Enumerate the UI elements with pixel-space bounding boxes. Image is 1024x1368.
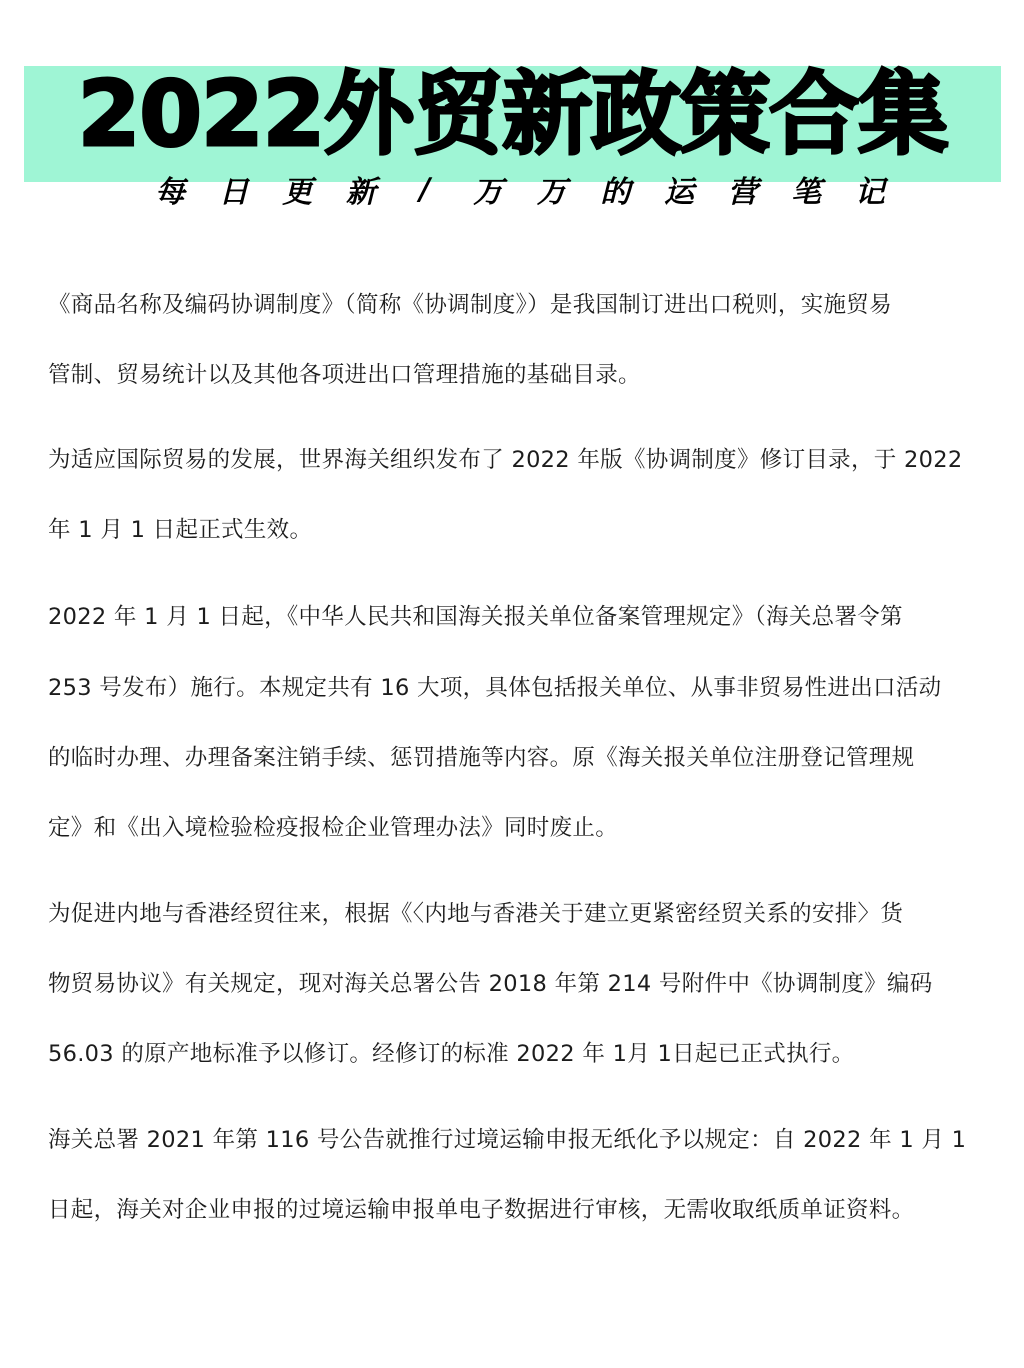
paragraph-line: 年 1 月 1 日起正式生效。 xyxy=(48,517,313,543)
paragraph-line: 物贸易协议》有关规定，现对海关总署公告 2018 年第 214 号附件中《协调制度》编码 xyxy=(48,971,933,997)
subtitle xyxy=(150,168,890,210)
paragraph-line: 日起，海关对企业申报的过境运输申报单电子数据进行审核，无需收取纸质单证资料。 xyxy=(48,1197,915,1223)
subtitle-char: 营 xyxy=(727,175,758,210)
subtitle-char: 笔 xyxy=(791,175,822,210)
page-title: 2022外贸新政策合集 xyxy=(77,62,948,167)
subtitle-char: 新 xyxy=(345,175,376,210)
subtitle-char: 的 xyxy=(600,175,631,210)
paragraph-line: 《商品名称及编码协调制度》（简称《协调制度》）是我国制订进出口税则，实施贸易 xyxy=(48,292,892,318)
subtitle-char: 更 xyxy=(282,175,313,210)
paragraph-line: 管制、贸易统计以及其他各项进出口管理措施的基础目录。 xyxy=(48,362,641,388)
paragraph-line: 为促进内地与香港经贸往来，根据《〈内地与香港关于建立更紧密经贸关系的安排〉货 xyxy=(48,901,904,927)
paragraph-line: 的临时办理、办理备案注销手续、惩罚措施等内容。原《海关报关单位注册登记管理规 xyxy=(48,745,915,771)
paragraph-line: 56.03 的原产地标准予以修订。经修订的标准 2022 年 1月 1日起已正式执行。 xyxy=(48,1041,855,1067)
subtitle-char: 万 xyxy=(536,175,567,210)
subtitle-char: 万 xyxy=(473,175,504,210)
paragraph-line: 253 号发布）施行。本规定共有 16 大项，具体包括报关单位、从事非贸易性进出口活动 xyxy=(48,675,942,701)
paragraph-line: 定》和《出入境检验检疫报检企业管理办法》同时废止。 xyxy=(48,815,619,841)
subtitle-char: 日 xyxy=(218,175,249,210)
subtitle-char: 记 xyxy=(854,175,885,210)
paragraph-line: 海关总署 2021 年第 116 号公告就推行过境运输申报无纸化予以规定：自 2022 年 1 月 1 xyxy=(48,1127,967,1153)
paragraph-line: 2022 年 1 月 1 日起，《中华人民共和国海关报关单位备案管理规定》（海关总署令第 xyxy=(48,604,903,630)
subtitle-char: / xyxy=(419,171,430,207)
subtitle-char: 每 xyxy=(155,175,185,210)
paragraph-line: 为适应国际贸易的发展，世界海关组织发布了 2022 年版《协调制度》修订目录，于 2022 xyxy=(48,447,963,473)
subtitle-char: 运 xyxy=(664,175,694,210)
